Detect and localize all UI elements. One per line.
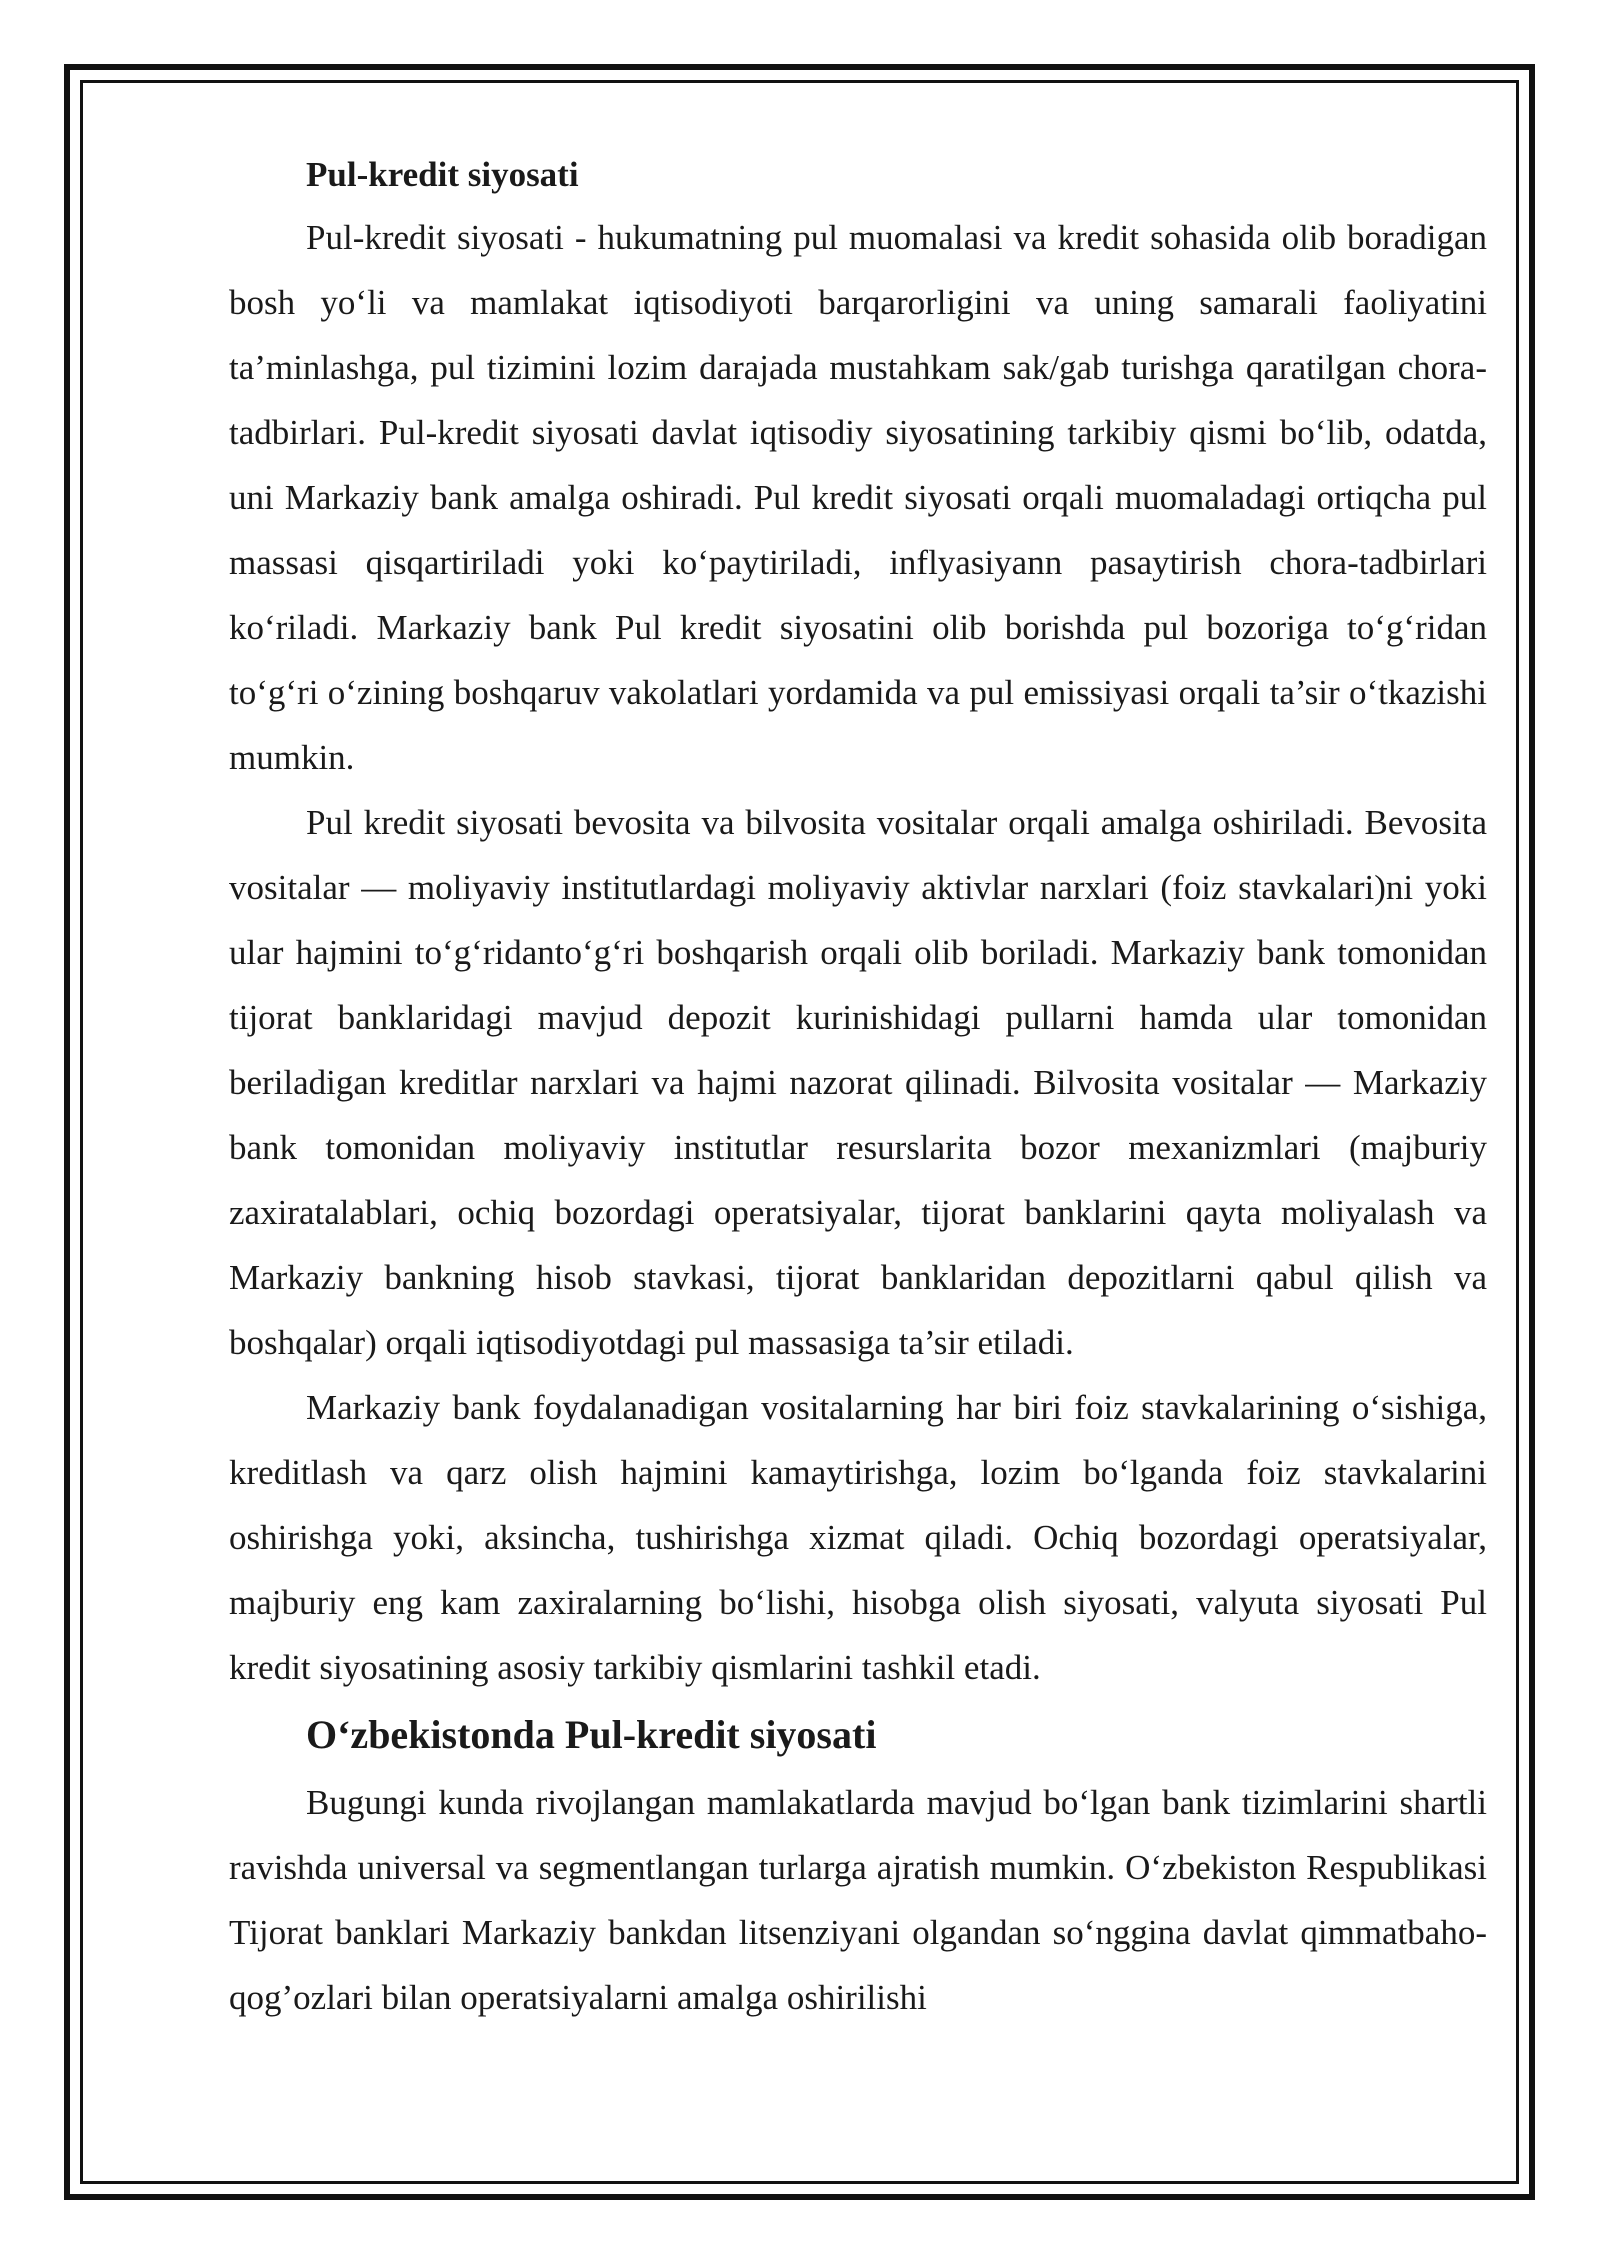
paragraph-bank-systems: Bugungi kunda rivojlangan mamlakatlarda mavjud bo‘lgan bank tizimlarini shartli ravishda universal va segmentlangan turlarga ajratish mumkin. O‘zbekiston Respublikasi Tijorat banklari Markaziy bankdan litsenziyani olgandan so‘nggina davlat qimmatbaho-qog’ozlari bilan operatsiyalarni amalga oshirilishi [229,1783,1487,2017]
section-heading-uzbekistan: O‘zbekistonda Pul-kredit siyosati [306,1712,877,1757]
paragraph-instruments: Pul kredit siyosati bevosita va bilvosita vositalar orqali amalga oshiriladi. Bevosita vositalar — moliyaviy institutlardagi moliyaviy aktivlar narxlari (foiz stavkalari)ni yoki ular hajmini to‘g‘ridanto‘g‘ri boshqarish orqali olib boriladi. Markaziy bank tomonidan tijorat banklaridagi mavjud depozit kurinishidagi pullarni hamda ular tomonidan beriladigan kreditlar narxlari va hajmi nazorat qilinadi. Bilvosita vositalar — Markaziy bank tomonidan moliyaviy institutlar resurslarita bozor mexanizmlari (majburiy zaxiratalablari, ochiq bozordagi operatsiyalar, tijorat banklarini qayta moliyalash va Markaziy bankning hisob stavkasi, tijorat banklaridan depozitlarni qabul qilish va boshqalar) orqali iqtisodiyotdagi pul massasiga ta’sir etiladi. [229,803,1487,1362]
paragraph-definition: Pul-kredit siyosati - hukumatning pul muomalasi va kredit sohasida olib boradigan bosh yo‘li va mamlakat iqtisodiyoti barqarorligini va uning samarali faoliyatini ta’minlashga, pul tizimini lozim darajada mustahkam sak/gab turishga qaratilgan chora-tadbirlari. Pul-kredit siyosati davlat iqtisodiy siyosatining tarkibiy qismi bo‘lib, odatda, uni Markaziy bank amalga oshiradi. Pul kredit siyosati orqali muomaladagi ortiqcha pul massasi qisqartiriladi yoki ko‘paytiriladi, inflyasiyann pasaytirish chora-tadbirlari ko‘riladi. Markaziy bank Pul kredit siyosatini olib borishda pul bozoriga to‘g‘ridan to‘g‘ri o‘zining boshqaruv vakolatlari yordamida va pul emissiyasi orqali ta’sir o‘tkazishi mumkin. [229,218,1487,777]
document-body [229,145,1487,2030]
paragraph-central-bank-tools: Markaziy bank foydalanadigan vositalarning har biri foiz stavkalarining o‘sishiga, kreditlash va qarz olish hajmini kamaytirishga, lozim bo‘lganda foiz stavkalarini oshirishga yoki, aksincha, tushirishga xizmat qiladi. Ochiq bozordagi operatsiyalar, majburiy eng kam zaxiralarning bo‘lishi, hisobga olish siyosati, valyuta siyosati Pul kredit siyosatining asosiy tarkibiy qismlarini tashkil etadi. [229,1388,1487,1687]
section-heading-pul-kredit: Pul-kredit siyosati [306,155,579,194]
